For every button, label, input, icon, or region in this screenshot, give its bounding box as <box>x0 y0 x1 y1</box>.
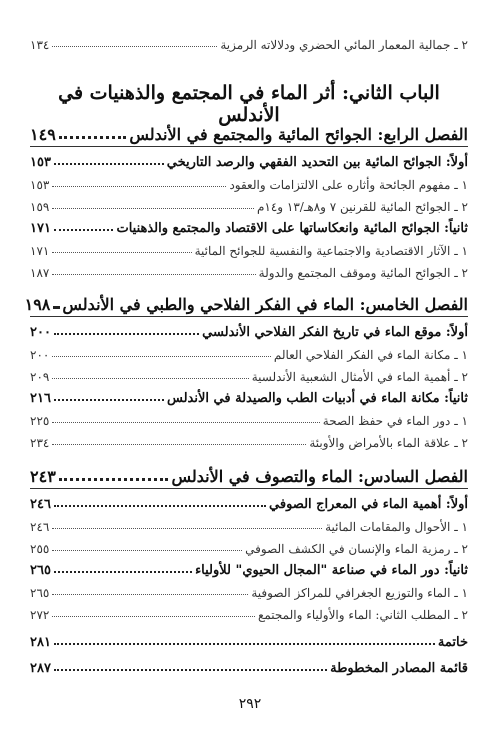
leader-dots <box>53 305 59 309</box>
leader-dots <box>54 570 192 573</box>
leader-dots <box>52 615 255 617</box>
toc-item <box>30 534 468 556</box>
section-page: ٢٦٥ <box>30 563 51 578</box>
toc-item-page: ٢٠٩ <box>30 370 50 384</box>
toc-item <box>30 192 468 214</box>
toc-item-title: ١ ـ مكانة الماء في الفكر الفلاحي العالم <box>273 348 468 362</box>
section-title: أولاً: موقع الماء في تاريخ الفكر الفلاحي الأندلسي <box>202 325 468 340</box>
toc-item-title: ١ ـ دور الماء في حفظ الصحة <box>322 414 468 428</box>
chapter-rule <box>30 316 468 317</box>
chapter-page: ٢٤٣ <box>30 467 56 486</box>
toc-item <box>30 258 468 280</box>
section-title: ثانياً: مكانة الماء في أدبيات الطب والصيدلة في الأندلس <box>167 391 468 406</box>
leader-dots <box>59 135 127 139</box>
toc-item <box>30 30 468 52</box>
section-page: ١٥٣ <box>30 155 51 170</box>
section-page: ٢٤٦ <box>30 497 51 512</box>
section-entry <box>30 490 468 512</box>
toc-item <box>30 406 468 428</box>
toc-item-page: ٢٤٦ <box>30 520 50 534</box>
leader-dots <box>52 45 217 47</box>
chapter-title: الفصل الخامس: الماء في الفكر الفلاحي والطبي في الأندلس <box>62 295 468 314</box>
toc-item-title: ٢ ـ علاقة الماء بالأمراض والأوبئة <box>309 436 468 450</box>
toc-item <box>30 170 468 192</box>
leader-dots <box>54 642 435 645</box>
toc-item-title: قائمة المصادر المخطوطة <box>330 661 468 676</box>
toc-item <box>30 578 468 600</box>
toc-item-page: ١٥٩ <box>30 200 50 214</box>
chapter-page: ١٩٨ <box>24 295 51 314</box>
leader-dots <box>52 185 226 187</box>
toc-item <box>30 362 468 384</box>
chapter-title: الفصل الرابع: الجوائح المائية والمجتمع في الأندلس <box>129 125 468 144</box>
leader-dots <box>52 527 322 529</box>
chapter-title: الفصل السادس: الماء والتصوف في الأندلس <box>171 467 468 486</box>
section-title: ثانياً: دور الماء في صناعة "المجال الحيوي" للأولياء <box>195 563 468 578</box>
conclusion-entry <box>30 628 468 650</box>
leader-dots <box>52 207 254 209</box>
chapter-page: ١٤٩ <box>30 125 56 144</box>
toc-item-page: ٢٢٥ <box>30 414 50 428</box>
toc-item-page: ١٣٤ <box>30 38 50 52</box>
toc-item-title: خاتمة <box>437 635 468 650</box>
leader-dots <box>52 273 255 275</box>
toc-item-page: ٢٣٤ <box>30 436 50 450</box>
toc-item-page: ٢٥٥ <box>30 542 50 556</box>
toc-item-title: ٢ ـ الجوائح المائية وموقف المجتمع والدولة <box>258 266 468 280</box>
section-entry <box>30 214 468 236</box>
leader-dots <box>52 377 248 379</box>
toc-item <box>30 236 468 258</box>
sources-entry <box>30 654 468 676</box>
toc-item-page: ١٥٣ <box>30 178 50 192</box>
leader-dots <box>52 251 191 253</box>
leader-dots <box>54 504 266 507</box>
toc-item <box>30 428 468 450</box>
leader-dots <box>59 477 169 481</box>
toc-item-title: ٢ ـ جمالية المعمار المائي الحضري ودلالاته الرمزية <box>220 38 468 52</box>
section-title: ثانياً: الجوائح المائية وانعكاساتها على الاقتصاد والمجتمع والذهنيات <box>116 221 468 236</box>
toc-item <box>30 340 468 362</box>
toc-item-page: ١٨٧ <box>30 266 50 280</box>
page-number: ٢٩٢ <box>238 696 262 712</box>
leader-dots <box>54 332 199 335</box>
toc-item-title: ٢ ـ المطلب الثاني: الماء والأولياء والمجتمع <box>257 608 468 622</box>
section-entry <box>30 556 468 578</box>
section-entry <box>30 384 468 406</box>
chapter-entry <box>30 118 468 144</box>
toc-item-page: ٢٧٢ <box>30 608 50 622</box>
section-page: ٢١٦ <box>30 391 51 406</box>
leader-dots <box>52 443 306 445</box>
section-page: ٢٠٠ <box>30 325 51 340</box>
toc-item-page: ٢٨٧ <box>30 661 51 676</box>
toc-item-title: ٢ ـ رمزية الماء والإنسان في الكشف الصوفي <box>245 542 468 556</box>
section-title: أولاً: أهمية الماء في المعراج الصوفي <box>269 497 468 512</box>
chapter-rule <box>30 146 468 147</box>
leader-dots <box>52 421 319 423</box>
toc-item-title: ١ ـ الآثار الاقتصادية والاجتماعية والنفسية للجوائح المائية <box>194 244 468 258</box>
leader-dots <box>54 228 114 231</box>
toc-item <box>30 512 468 534</box>
leader-dots <box>52 355 271 357</box>
chapter-entry <box>30 460 468 486</box>
leader-dots <box>52 549 242 551</box>
toc-item-page: ٢٨١ <box>30 635 51 650</box>
section-title: أولاً: الجوائح المائية بين التحديد الفقهي والرصد التاريخي <box>166 155 468 170</box>
leader-dots <box>52 593 248 595</box>
toc-item-title: ١ ـ الأحوال والمقامات المائية <box>325 520 468 534</box>
toc-item-title: ١ ـ الماء والتوزيع الجغرافي للمراكز الصوفية <box>251 586 468 600</box>
toc-item <box>30 600 468 622</box>
part-title: الباب الثاني: أثر الماء في المجتمع والذهنيات في الأندلس <box>58 82 440 126</box>
leader-dots <box>54 398 164 401</box>
section-entry <box>30 148 468 170</box>
toc-item-page: ١٧١ <box>30 244 50 258</box>
toc-item-title: ١ ـ مفهوم الجائحة وأثاره على الالتزامات والعقود <box>229 178 468 192</box>
chapter-entry <box>24 288 468 314</box>
leader-dots <box>54 668 327 671</box>
toc-item-title: ٢ ـ أهمية الماء في الأمثال الشعبية الأندلسية <box>251 370 468 384</box>
leader-dots <box>54 162 164 165</box>
toc-item-page: ٢٠٠ <box>30 348 50 362</box>
section-entry <box>30 318 468 340</box>
chapter-rule <box>30 488 468 489</box>
toc-item-title: ٢ ـ الجوائح المائية للقرنين ٧ و٨هـ/١٣ و١٤م <box>256 200 468 214</box>
toc-item-page: ٢٦٥ <box>30 586 50 600</box>
section-page: ١٧١ <box>30 221 51 236</box>
